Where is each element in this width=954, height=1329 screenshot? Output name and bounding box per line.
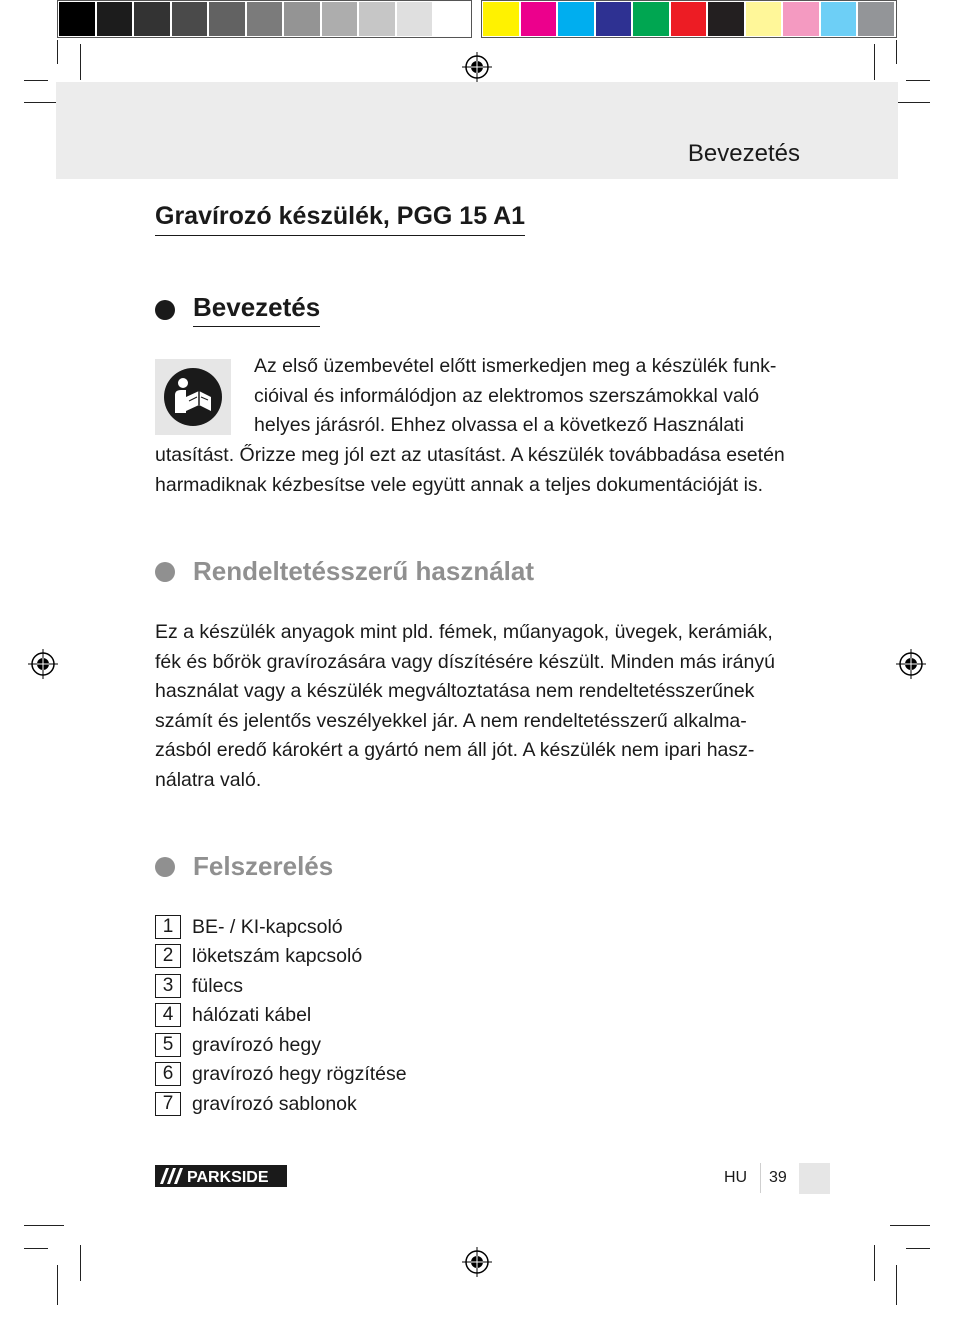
list-item [155,915,343,939]
document-title: Gravírozó készülék, PGG 15 A1 [155,202,525,236]
color-swatch [59,2,95,36]
section-title: Felszerelés [193,851,334,881]
footer-tab [799,1163,830,1194]
section-title: Bevezetés [193,292,320,327]
color-swatch [209,2,245,36]
list-item [155,974,243,998]
crop-mark [896,40,897,64]
intro-paragraph-wrapped [254,352,776,441]
item-label: BE- / KI-kapcsoló [192,915,343,938]
color-swatch [247,2,283,36]
parkside-logo [155,1165,287,1187]
crop-mark [906,1248,930,1249]
paragraph-line: harmadiknak kézbesítse vele együtt annak a teljes dokumentációját is. [155,473,764,496]
color-swatch [284,2,320,36]
paragraph-line: zásból eredő károkért a gyártó nem áll jót. A készülék nem ipari hasz- [155,739,755,761]
registration-mark-left-icon [26,647,60,681]
item-label: fülecs [192,974,243,997]
paragraph-line: használat vagy a készülék megváltoztatása nem rendeltetésszerűnek [155,680,755,702]
paragraph-line: helyes járásról. Ehhez olvassa el a következő Használati [254,414,744,436]
color-swatch [783,2,819,36]
section-heading-intended-use [155,556,534,587]
color-swatch [633,2,669,36]
color-swatch [134,2,170,36]
item-label: hálózati kábel [192,1003,312,1026]
item-number-box: 4 [155,1003,181,1027]
list-item [155,1033,321,1057]
list-item [155,1003,311,1027]
color-swatch [322,2,358,36]
intro-paragraph-full [155,441,785,500]
section-bullet-icon [155,300,175,320]
list-item [155,1092,357,1116]
crop-mark [80,44,81,80]
parkside-logo-graphic [155,1165,287,1187]
color-swatch [397,2,433,36]
paragraph-line: Ez a készülék anyagok mint pld. fémek, műanyagok, üvegek, kerámiák, [155,621,773,643]
color-swatch [708,2,744,36]
registration-mark-right-icon [894,647,928,681]
paragraph-line: Az első üzembevétel előtt ismerkedjen meg a készülék funk- [254,355,777,377]
color-swatch [172,2,208,36]
color-swatch [97,2,133,36]
crop-mark [57,1265,58,1305]
item-number-box: 7 [155,1092,181,1116]
running-head: Bevezetés [687,140,800,167]
crop-mark [24,1248,48,1249]
section-heading-equipment [155,851,333,882]
crop-mark [57,40,58,64]
item-number-box: 3 [155,974,181,998]
crop-mark [80,1245,81,1281]
item-number-box: 1 [155,915,181,939]
color-swatch [821,2,857,36]
color-swatch [558,2,594,36]
crop-mark [906,80,930,81]
crop-mark [24,80,48,81]
read-manual-icon [155,359,231,435]
crop-mark [24,1225,64,1226]
crop-mark [874,1245,875,1281]
item-label: löketszám kapcsoló [192,944,363,967]
color-swatch [483,2,519,36]
color-swatch [671,2,707,36]
color-swatch [521,2,557,36]
crop-mark [896,1265,897,1305]
intended-use-paragraph [155,618,775,795]
item-label: gravírozó hegy [192,1033,321,1056]
color-swatch [746,2,782,36]
paragraph-line: cióival és informálódjon az elektromos szerszámokkal való [254,384,760,407]
registration-mark-bottom-icon [460,1245,494,1279]
crop-mark [874,44,875,80]
brand-name: PARKSIDE [187,1169,269,1186]
registration-mark-top-icon [460,50,494,84]
section-title: Rendeltetésszerű használat [193,556,535,586]
paragraph-line: nálatra való. [155,768,262,791]
crop-mark [890,1225,930,1226]
item-number-box: 5 [155,1033,181,1057]
list-item [155,1062,407,1086]
language-code: HU [724,1169,748,1186]
color-swatch [434,2,470,36]
footer-divider [760,1163,761,1193]
item-label: gravírozó sablonok [192,1092,357,1115]
paragraph-line: számít és jelentős veszélyekkel jár. A nem rendeltetésszerű alkalma- [155,709,747,732]
item-number-box: 6 [155,1062,181,1086]
read-manual-icon-box [155,359,231,435]
color-swatch [858,2,894,36]
item-number-box: 2 [155,944,181,968]
color-swatch [359,2,395,36]
list-item [155,944,362,968]
section-bullet-icon [155,562,175,582]
paragraph-line: fék és bőrök gravírozására vagy díszítésére készült. Minden más irányú [155,650,775,673]
page-number: 39 [769,1169,787,1186]
item-label: gravírozó hegy rögzítése [192,1062,407,1085]
section-bullet-icon [155,857,175,877]
section-heading-intro [155,292,320,327]
color-swatch [596,2,632,36]
paragraph-line: utasítást. Őrizze meg jól ezt az utasítást. A készülék továbbadása esetén [155,444,785,466]
